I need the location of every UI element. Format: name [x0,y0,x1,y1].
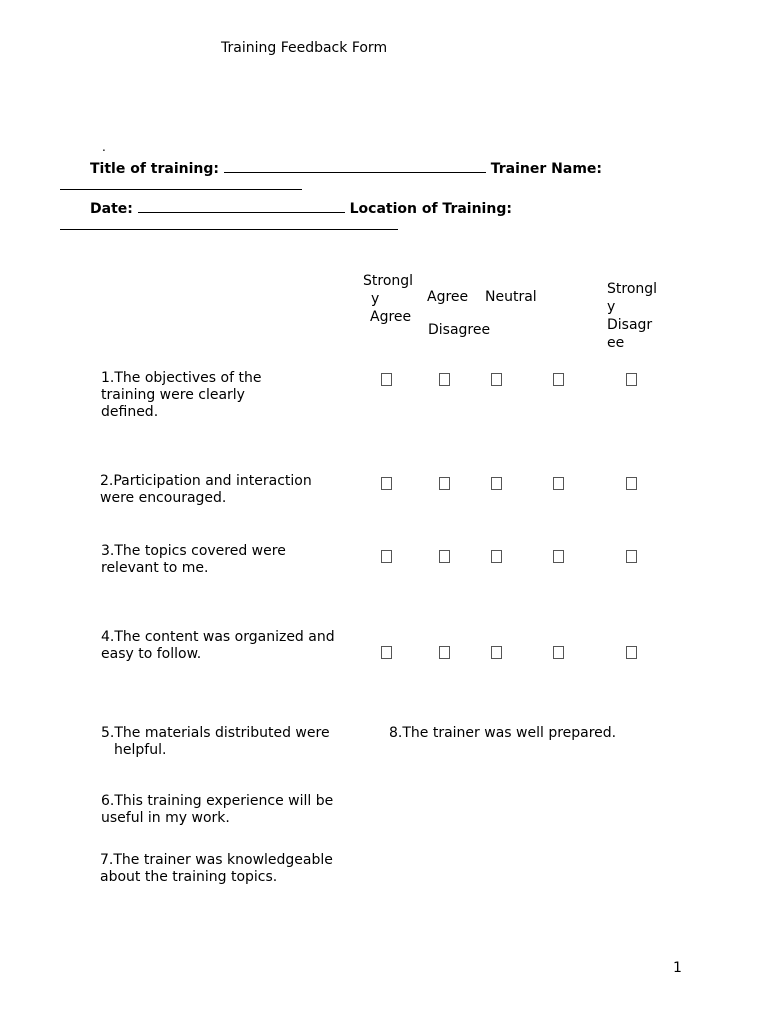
trainer-name-blank[interactable] [60,175,302,190]
header-disagree: Disagree [428,322,491,338]
header-neutral: Neutral [485,289,537,305]
q3-disagree-checkbox[interactable] [551,547,565,561]
q3-neutral-checkbox[interactable] [489,547,503,561]
q3-agree-checkbox[interactable] [437,547,451,561]
trainer-name-label: Trainer Name: [490,161,602,177]
question-1: 1.The objectives of the training were clearly defined. [101,370,262,420]
stray-mark: . [102,140,106,154]
q2-strongly-agree-checkbox[interactable] [379,474,393,488]
date-label: Date: [90,201,133,217]
q1-strongly-agree-checkbox[interactable] [379,370,393,384]
question-2: 2.Participation and interaction were encouraged. [100,473,312,506]
q2-strongly-disagree-checkbox[interactable] [624,474,638,488]
q2-neutral-checkbox[interactable] [489,474,503,488]
location-of-training-label: Location of Training: [349,201,512,217]
q4-agree-checkbox[interactable] [437,643,451,657]
location-blank[interactable] [60,215,398,230]
title-of-training-blank[interactable] [224,158,486,173]
question-8: 8.The trainer was well prepared. [389,725,617,741]
q1-neutral-checkbox[interactable] [489,370,503,384]
header-strongly-agree: Strongl y Agree [363,273,414,325]
q1-disagree-checkbox[interactable] [551,370,565,384]
form-title: Training Feedback Form [221,40,388,56]
location-line [60,215,398,234]
q3-strongly-disagree-checkbox[interactable] [624,547,638,561]
q1-agree-checkbox[interactable] [437,370,451,384]
q4-neutral-checkbox[interactable] [489,643,503,657]
question-4: 4.The content was organized and easy to follow. [101,629,335,662]
title-of-training-label: Title of training: [90,161,219,177]
date-blank[interactable] [138,198,345,213]
q4-strongly-agree-checkbox[interactable] [379,643,393,657]
header-agree: Agree [427,289,469,305]
header-strongly-disagree: Strongl y Disagr ee [607,281,658,351]
q1-strongly-disagree-checkbox[interactable] [624,370,638,384]
q3-strongly-agree-checkbox[interactable] [379,547,393,561]
q2-agree-checkbox[interactable] [437,474,451,488]
q2-disagree-checkbox[interactable] [551,474,565,488]
trainer-name-line [60,175,302,194]
q4-strongly-disagree-checkbox[interactable] [624,643,638,657]
q4-disagree-checkbox[interactable] [551,643,565,657]
question-6: 6.This training experience will be useful in my work. [101,793,334,826]
question-7: 7.The trainer was knowledgeable about the training topics. [100,852,333,885]
question-5: 5.The materials distributed were helpful. [101,725,330,758]
page-number: 1 [673,960,682,976]
question-3: 3.The topics covered were relevant to me. [101,543,286,576]
